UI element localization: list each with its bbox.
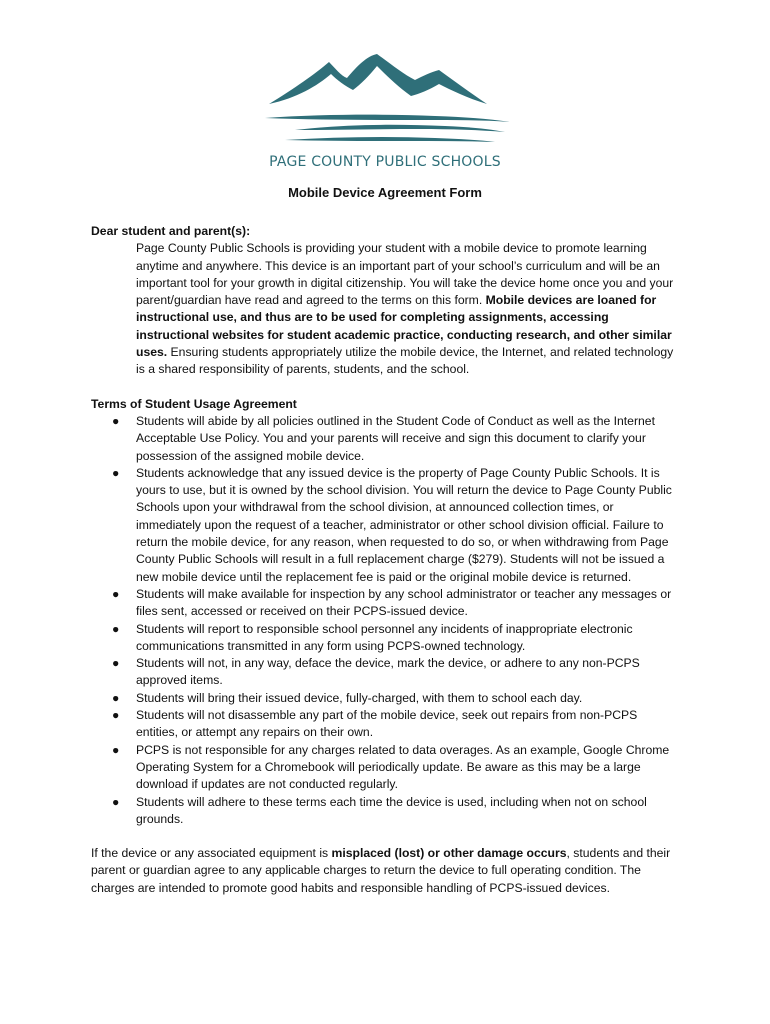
bullet-icon: ●	[112, 656, 120, 671]
intro-text-before: Page County Public Schools is providing your student with a mobile device to promote learning anytime and anywhere. This device is an important part of your school’s curriculum and will be an important tool for your growth in digital citizenship. You will take the device home once you and your parent/guardian have read and agreed to the terms on this form.	[136, 241, 674, 308]
list-item	[91, 586, 681, 621]
mountain-peaks	[269, 54, 487, 104]
form-title: Mobile Device Agreement Form	[288, 185, 482, 200]
list-item-text: Students will not, in any way, deface the device, mark the device, or adhere to any non-PCPS approved items.	[136, 656, 640, 688]
closing-paragraph	[91, 845, 681, 897]
river-wave-2	[295, 125, 505, 132]
bullet-icon: ●	[112, 621, 120, 636]
closing-text-after: , students and their parent or guardian agree to any applicable charges to return the device to full operating condition. The charges are intended to promote good habits and responsible handling of PCPS-issued devices.	[91, 846, 671, 895]
bullet-icon: ●	[112, 586, 120, 601]
bullet-icon: ●	[112, 413, 120, 428]
intro-paragraph	[91, 240, 681, 378]
list-item	[91, 655, 681, 690]
document-body	[91, 223, 681, 897]
intro-text-after: Ensuring students appropriately utilize the mobile device, the Internet, and related technology is a shared responsibility of parents, students, and the school.	[136, 345, 674, 377]
bullet-icon: ●	[112, 794, 120, 809]
closing-text-before: If the device or any associated equipment is	[91, 846, 332, 861]
closing-bold-text: misplaced (lost) or other damage occurs	[331, 846, 567, 861]
terms-list	[91, 413, 681, 828]
list-item	[91, 465, 681, 586]
river-wave-3	[285, 137, 495, 142]
list-item-text: Students acknowledge that any issued device is the property of Page County Public Schools. It is yours to use, but it is owned by the school division. You will return the device to Page County Public Schools upon your withdrawal from the school division, at announced collection times, or immediately upon the request of a teacher, administrator or other school division official. Failure to return the mobile device, for any reason, when requested to do so, or when withdrawing from Page County Public Schools will result in a full replacement charge ($279). Students will not be issued a new mobile device until the replacement fee is paid or the original mobile device is returned.	[136, 465, 672, 584]
list-item-text: Students will make available for inspection by any school administrator or teacher any messages or files sent, accessed or received on their PCPS-issued device.	[136, 586, 672, 619]
intro-bold-text: Mobile devices are loaned for instructional use, and thus are to be used for completing assignments, accessing instructional websites for student academic practice, conducting research, and other similar uses.	[136, 293, 672, 360]
bullet-icon: ●	[112, 708, 120, 723]
organization-name: PAGE COUNTY PUBLIC SCHOOLS	[269, 154, 501, 170]
list-item	[91, 690, 681, 707]
list-item-text: Students will abide by all policies outlined in the Student Code of Conduct as well as the Internet Acceptable Use Policy. You and your parents will receive and sign this document to clarify your possession of the assigned mobile device.	[136, 413, 655, 463]
list-item-text: PCPS is not responsible for any charges related to data overages. As an example, Google Chrome Operating System for a Chromebook will periodically update. Be aware as this may be a large download if updates are not conducted regularly.	[136, 742, 670, 792]
list-item-text: Students will adhere to these terms each time the device is used, including when not on school grounds.	[136, 794, 647, 826]
list-item-text: Students will not disassemble any part of the mobile device, seek out repairs from non-PCPS entities, or attempt any repairs on their own.	[136, 708, 638, 740]
list-item	[91, 707, 681, 742]
bullet-icon: ●	[112, 465, 120, 480]
river-wave-1	[265, 115, 511, 122]
mountains-logo-icon	[255, 52, 515, 148]
bullet-icon: ●	[112, 742, 120, 757]
list-item	[91, 794, 681, 829]
bullet-icon: ●	[112, 690, 120, 705]
greeting: Dear student and parent(s):	[91, 224, 251, 238]
terms-heading: Terms of Student Usage Agreement	[91, 396, 297, 411]
list-item-text: Students will bring their issued device, fully-charged, with them to school each day.	[136, 690, 583, 705]
list-item	[91, 742, 681, 794]
list-item	[91, 621, 681, 656]
list-item-text: Students will report to responsible school personnel any incidents of inappropriate electronic communications transmitted in any form using PCPS-owned technology.	[136, 621, 633, 653]
list-item	[91, 413, 681, 465]
